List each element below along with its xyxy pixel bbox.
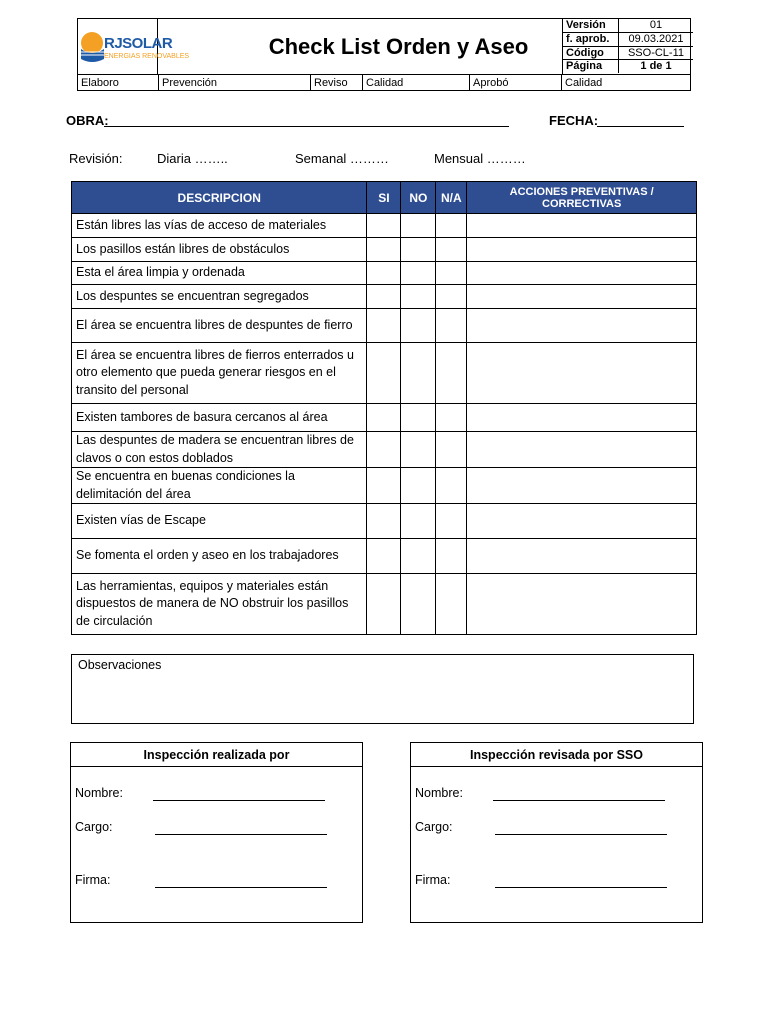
cell-acciones[interactable]	[467, 238, 697, 262]
row-description: Se fomenta el orden y aseo en los trabajadores	[72, 539, 367, 574]
firma-input[interactable]	[155, 887, 327, 888]
cell-si[interactable]	[367, 404, 401, 432]
meta-label: Página	[566, 60, 603, 73]
meta-label: Código	[566, 46, 604, 59]
cell-no[interactable]	[401, 404, 436, 432]
logo-text: RJSOLAR	[104, 35, 173, 52]
cell-si[interactable]	[367, 432, 401, 468]
cell-si[interactable]	[367, 343, 401, 404]
cell-si[interactable]	[367, 504, 401, 539]
cargo-label: Cargo:	[75, 820, 113, 834]
firma-input[interactable]	[495, 887, 667, 888]
cell-acciones[interactable]	[467, 468, 697, 504]
approval-cell: Prevención	[159, 75, 311, 91]
table-row	[72, 404, 697, 432]
cell-na[interactable]	[436, 214, 467, 238]
cell-na[interactable]	[436, 432, 467, 468]
approval-cell: Aprobó	[470, 75, 562, 91]
col-na: N/A	[436, 182, 467, 214]
cell-acciones[interactable]	[467, 343, 697, 404]
cell-na[interactable]	[436, 404, 467, 432]
document-header	[77, 18, 691, 91]
col-no: NO	[401, 182, 436, 214]
cell-no[interactable]	[401, 574, 436, 635]
cell-acciones[interactable]	[467, 285, 697, 309]
observaciones-box[interactable]	[71, 654, 694, 724]
cell-acciones[interactable]	[467, 262, 697, 285]
table-row	[72, 309, 697, 343]
revision-label: Revisión:	[69, 151, 123, 166]
cell-si[interactable]	[367, 262, 401, 285]
cell-no[interactable]	[401, 432, 436, 468]
cell-no[interactable]	[401, 504, 436, 539]
nombre-label: Nombre:	[75, 786, 123, 800]
meta-page	[563, 60, 693, 74]
cell-no[interactable]	[401, 238, 436, 262]
cell-na[interactable]	[436, 285, 467, 309]
fecha-label: FECHA:	[549, 113, 599, 128]
firma-label: Firma:	[75, 873, 111, 887]
cell-acciones[interactable]	[467, 404, 697, 432]
table-row	[72, 574, 697, 635]
row-description: Existen vías de Escape	[72, 504, 367, 539]
cell-si[interactable]	[367, 214, 401, 238]
cell-si[interactable]	[367, 539, 401, 574]
obra-input[interactable]	[104, 126, 509, 127]
meta-code	[563, 47, 693, 61]
row-description: Los pasillos están libres de obstáculos	[72, 238, 367, 262]
table-row	[72, 432, 697, 468]
row-description: Existen tambores de basura cercanos al área	[72, 404, 367, 432]
meta-value: 09.03.2021	[618, 33, 693, 46]
cell-acciones[interactable]	[467, 309, 697, 343]
col-acciones: ACCIONES PREVENTIVAS / CORRECTIVAS	[467, 182, 697, 214]
table-header-row	[72, 182, 697, 214]
col-descripcion: DESCRIPCION	[72, 182, 367, 214]
cell-si[interactable]	[367, 309, 401, 343]
cell-si[interactable]	[367, 285, 401, 309]
cell-no[interactable]	[401, 285, 436, 309]
company-logo	[78, 19, 190, 74]
cell-no[interactable]	[401, 343, 436, 404]
cell-no[interactable]	[401, 309, 436, 343]
cell-na[interactable]	[436, 262, 467, 285]
row-description: Esta el área limpia y ordenada	[72, 262, 367, 285]
cell-si[interactable]	[367, 238, 401, 262]
meta-value: SSO-CL-11	[618, 47, 693, 60]
table-row	[72, 238, 697, 262]
firma-label: Firma:	[415, 873, 451, 887]
meta-label: Versión	[566, 19, 606, 31]
signature-box-title: Inspección realizada por	[71, 743, 362, 767]
cell-acciones[interactable]	[467, 214, 697, 238]
revision-diaria[interactable]: Diaria ……..	[157, 151, 228, 166]
row-description: El área se encuentra libres de despuntes de fierro	[72, 309, 367, 343]
inspection-reviewed-box	[410, 742, 703, 923]
cell-na[interactable]	[436, 238, 467, 262]
table-row	[72, 262, 697, 285]
cell-si[interactable]	[367, 468, 401, 504]
meta-version	[563, 19, 693, 33]
cell-no[interactable]	[401, 468, 436, 504]
meta-label: f. aprob.	[566, 32, 610, 45]
nombre-input[interactable]	[493, 800, 665, 801]
table-row	[72, 343, 697, 404]
meta-value: 1 de 1	[618, 60, 693, 73]
table-row	[72, 539, 697, 574]
fecha-input[interactable]	[597, 126, 684, 127]
cell-na[interactable]	[436, 343, 467, 404]
cargo-input[interactable]	[495, 834, 667, 835]
nombre-label: Nombre:	[415, 786, 463, 800]
obra-label: OBRA:	[66, 113, 109, 128]
revision-mensual[interactable]: Mensual ………	[434, 151, 526, 166]
signature-box-title: Inspección revisada por SSO	[411, 743, 702, 767]
cell-na[interactable]	[436, 309, 467, 343]
observaciones-label: Observaciones	[78, 658, 162, 672]
table-row	[72, 285, 697, 309]
revision-semanal[interactable]: Semanal ………	[295, 151, 389, 166]
approval-cell: Calidad	[565, 77, 603, 89]
table-row	[72, 504, 697, 539]
table-row	[72, 468, 697, 504]
approval-cell: Calidad	[363, 75, 470, 91]
table-row	[72, 214, 697, 238]
cell-acciones[interactable]	[467, 504, 697, 539]
cell-na[interactable]	[436, 504, 467, 539]
row-description: Están libres las vías de acceso de materiales	[72, 214, 367, 238]
row-description: Las despuntes de madera se encuentran libres de clavos o con estos doblados	[72, 432, 367, 468]
meta-value: 01	[618, 19, 693, 32]
approval-cell: Elaboro	[78, 75, 159, 91]
approval-row	[78, 74, 690, 91]
cell-no[interactable]	[401, 214, 436, 238]
cell-na[interactable]	[436, 539, 467, 574]
cargo-input[interactable]	[155, 834, 327, 835]
cell-acciones[interactable]	[467, 432, 697, 468]
document-title: Check List Orden y Aseo	[268, 33, 529, 59]
cell-acciones[interactable]	[467, 539, 697, 574]
document-meta	[562, 19, 692, 74]
row-description: Los despuntes se encuentran segregados	[72, 285, 367, 309]
row-description: Las herramientas, equipos y materiales están dispuestos de manera de NO obstruir los pasillos de circulación	[72, 574, 367, 635]
cell-si[interactable]	[367, 574, 401, 635]
logo-subtext: ENERGIAS RENOVABLES	[104, 53, 190, 60]
meta-approval-date	[563, 33, 693, 47]
cell-na[interactable]	[436, 574, 467, 635]
cell-na[interactable]	[436, 468, 467, 504]
checklist-table	[71, 181, 697, 635]
nombre-input[interactable]	[153, 800, 325, 801]
row-description: Se encuentra en buenas condiciones la delimitación del área	[72, 468, 367, 504]
approval-cell: Reviso	[311, 75, 363, 91]
row-description: El área se encuentra libres de fierros enterrados u otro elemento que pueda generar riesgos en el transito del personal	[72, 343, 367, 404]
cargo-label: Cargo:	[415, 820, 453, 834]
col-si: SI	[367, 182, 401, 214]
inspection-performed-box	[70, 742, 363, 923]
cell-no[interactable]	[401, 262, 436, 285]
cell-acciones[interactable]	[467, 574, 697, 635]
cell-no[interactable]	[401, 539, 436, 574]
